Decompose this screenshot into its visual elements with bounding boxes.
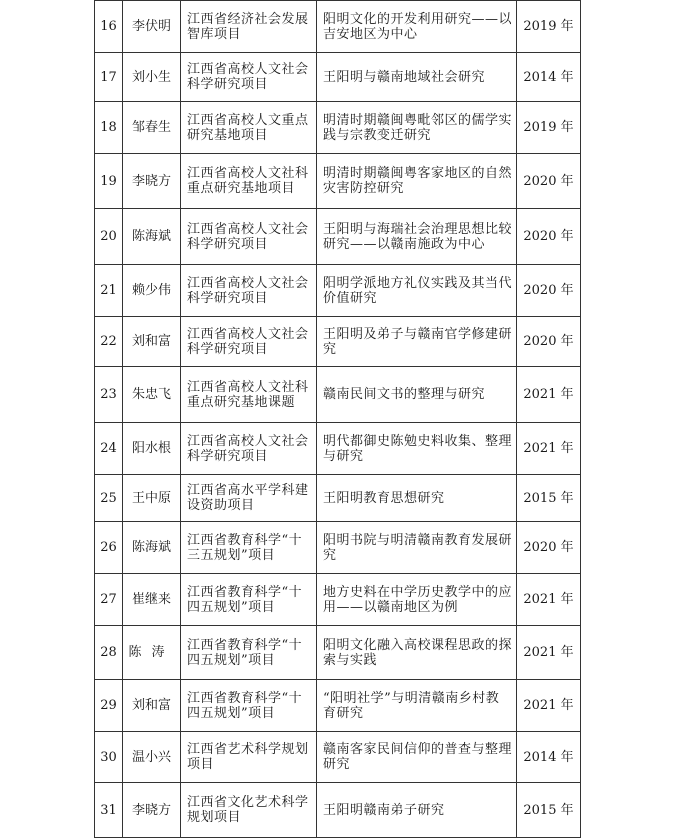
project-title: 王阳明赣南弟子研究 [317,783,517,838]
project-year: 2020 年 [517,265,581,317]
row-number: 22 [95,317,123,367]
project-title: 赣南民间文书的整理与研究 [317,367,517,423]
table-row [95,522,581,574]
project-title: 明清时期赣闽粤毗邻区的儒学实践与宗教变迁研究 [317,102,517,154]
person-name: 赖少伟 [123,265,181,317]
table-row [95,680,581,732]
row-number: 18 [95,102,123,154]
person-name: 陈涛 [123,626,181,680]
person-name: 陈海斌 [123,522,181,574]
table-row [95,209,581,265]
table-row [95,783,581,838]
project-title: 王阳明与海瑞社会治理思想比较研究——以赣南施政为中心 [317,209,517,265]
project-year: 2021 年 [517,626,581,680]
project-year: 2019 年 [517,1,581,53]
row-number: 24 [95,423,123,475]
row-number: 31 [95,783,123,838]
project-year: 2021 年 [517,574,581,626]
row-number: 16 [95,1,123,53]
project-year: 2020 年 [517,209,581,265]
project-year: 2020 年 [517,317,581,367]
project-category: 江西省教育科学“十四五规划”项目 [181,680,317,732]
row-number: 21 [95,265,123,317]
project-category: 江西省教育科学“十四五规划”项目 [181,574,317,626]
row-number: 25 [95,475,123,522]
person-name: 李晓方 [123,154,181,209]
document-page [94,0,580,838]
project-category: 江西省高校人文社会科学研究项目 [181,317,317,367]
person-name: 崔继来 [123,574,181,626]
project-title: 阳明文化融入高校课程思政的探索与实践 [317,626,517,680]
project-category: 江西省教育科学“十四五规划”项目 [181,626,317,680]
person-name: 刘和富 [123,317,181,367]
person-name: 陈海斌 [123,209,181,265]
project-category: 江西省艺术科学规划项目 [181,732,317,783]
table-row [95,574,581,626]
project-title: 阳明学派地方礼仪实践及其当代价值研究 [317,265,517,317]
project-year: 2021 年 [517,367,581,423]
project-title: 地方史料在中学历史教学中的应用——以赣南地区为例 [317,574,517,626]
row-number: 17 [95,53,123,102]
person-name: 刘小生 [123,53,181,102]
person-name: 朱忠飞 [123,367,181,423]
project-year: 2019 年 [517,102,581,154]
table-row [95,265,581,317]
project-year: 2014 年 [517,732,581,783]
person-name: 刘和富 [123,680,181,732]
project-category: 江西省文化艺术科学规划项目 [181,783,317,838]
project-category: 江西省教育科学“十三五规划”项目 [181,522,317,574]
person-name: 阳水根 [123,423,181,475]
row-number: 26 [95,522,123,574]
person-name: 温小兴 [123,732,181,783]
project-year: 2021 年 [517,423,581,475]
table-row [95,317,581,367]
project-year: 2020 年 [517,154,581,209]
project-title: 阳明书院与明清赣南教育发展研究 [317,522,517,574]
person-name: 王中原 [123,475,181,522]
person-name: 李伏明 [123,1,181,53]
table-row [95,626,581,680]
row-number: 30 [95,732,123,783]
project-year: 2015 年 [517,783,581,838]
project-title: 明清时期赣闽粤客家地区的自然灾害防控研究 [317,154,517,209]
row-number: 29 [95,680,123,732]
project-year: 2021 年 [517,680,581,732]
project-year: 2015 年 [517,475,581,522]
project-year: 2020 年 [517,522,581,574]
project-category: 江西省高校人文重点研究基地项目 [181,102,317,154]
project-category: 江西省高校人文社会科学研究项目 [181,209,317,265]
project-title: 明代都御史陈勉史料收集、整理与研究 [317,423,517,475]
project-category: 江西省高校人文社会科学研究项目 [181,423,317,475]
project-category: 江西省高水平学科建设资助项目 [181,475,317,522]
row-number: 23 [95,367,123,423]
project-category: 江西省高校人文社会科学研究项目 [181,265,317,317]
row-number: 28 [95,626,123,680]
table-row [95,53,581,102]
project-category: 江西省高校人文社科重点研究基地课题 [181,367,317,423]
project-title: “阳明社学”与明清赣南乡村教育研究 [317,680,517,732]
project-title: 赣南客家民间信仰的普查与整理研究 [317,732,517,783]
project-title: 王阳明与赣南地域社会研究 [317,53,517,102]
project-category: 江西省高校人文社科重点研究基地项目 [181,154,317,209]
project-title: 王阳明及弟子与赣南官学修建研究 [317,317,517,367]
person-name: 李晓方 [123,783,181,838]
table-row [95,475,581,522]
project-title: 阳明文化的开发利用研究——以吉安地区为中心 [317,1,517,53]
project-category: 江西省经济社会发展智库项目 [181,1,317,53]
project-title: 王阳明教育思想研究 [317,475,517,522]
project-year: 2014 年 [517,53,581,102]
person-name: 邹春生 [123,102,181,154]
table-row [95,732,581,783]
table-row [95,423,581,475]
project-table [94,0,581,838]
table-row [95,102,581,154]
table-row [95,154,581,209]
row-number: 20 [95,209,123,265]
table-row [95,367,581,423]
project-category: 江西省高校人文社会科学研究项目 [181,53,317,102]
row-number: 19 [95,154,123,209]
row-number: 27 [95,574,123,626]
table-row [95,1,581,53]
